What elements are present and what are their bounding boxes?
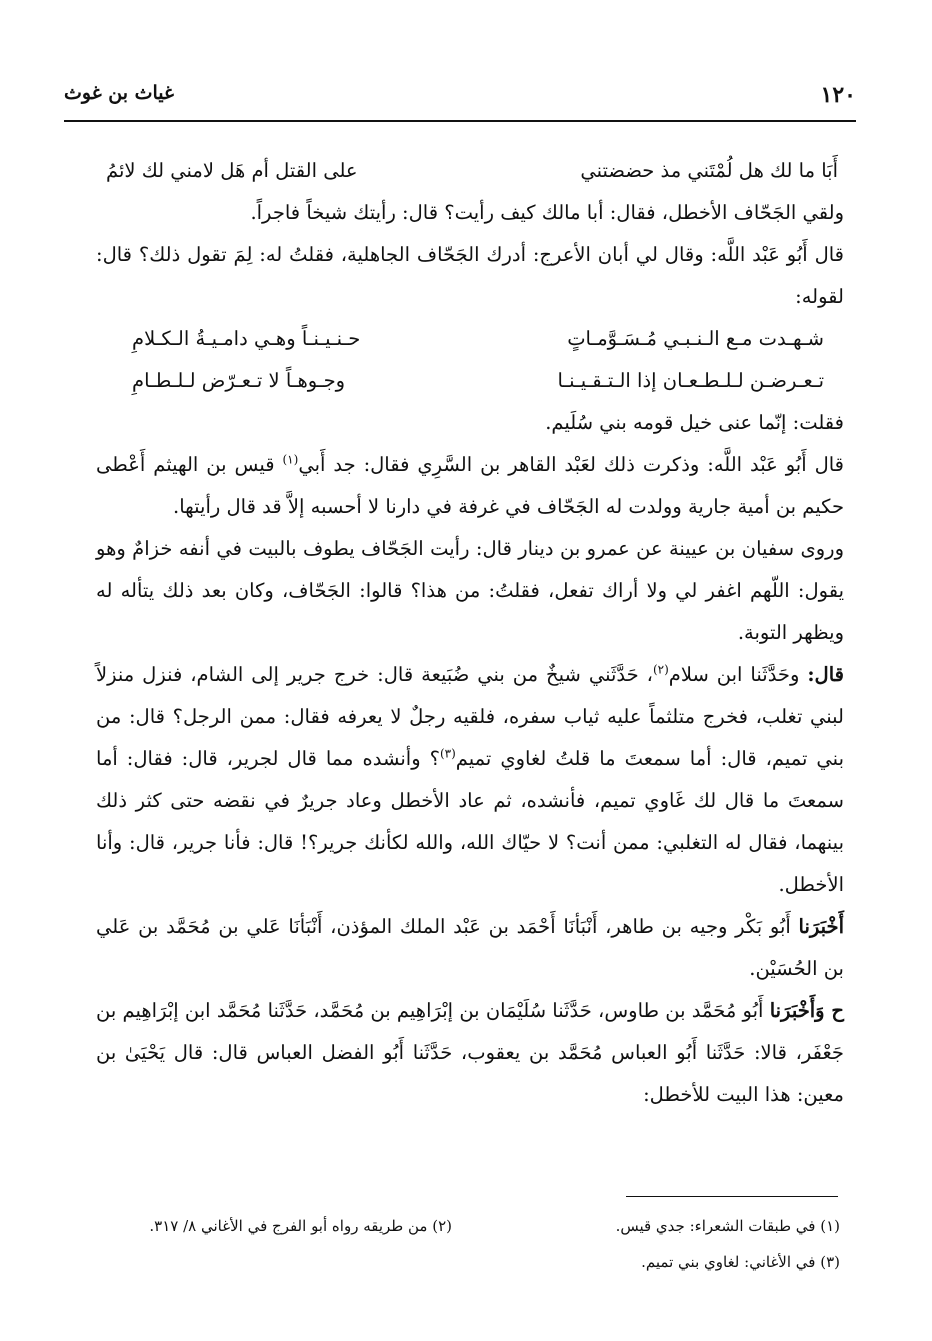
lead-word: أَخْبَرَنا — [798, 915, 844, 938]
paragraph-text: أَبُو بَكْر وجيه بن طاهر، أَنْبَأنَا أَحْمَد بن عَبْد الملك المؤذن، أَنْبَأنَا عَلي بن مُحَمَّد بن عَلي بن الحُسَيْن. — [96, 915, 844, 980]
verse-second-hemistich: على القتل أم هَل لامني لك لائمُ — [106, 159, 358, 182]
footnote-ref: (٣) — [439, 746, 456, 761]
paragraph-text: قال أَبُو عَبْد اللَّه: وذكرت ذلك لعَبْد القاهر بن السَّرِي فقال: جد أَبي — [298, 453, 844, 476]
paragraph — [96, 444, 844, 528]
verse-line — [96, 150, 844, 192]
header-rule — [64, 120, 856, 122]
footnote-row — [110, 1208, 840, 1244]
paragraph-text: قيس بن الهيثم أَعْطى حكيم بن أمية جارية وولدت له الجَحّاف في غرفة في دارنا لا أحسبه إلاَّ قد قال رأيتها. — [96, 453, 844, 518]
verse-first-hemistich: شـهـدت مـع الـنـبـي مُـسَـوَّمـاتٍ — [567, 327, 824, 350]
page-number: ١٢٠ — [820, 82, 856, 108]
paragraph: قال أَبُو عَبْد اللَّه: وقال لي أبان الأعرج: أدرك الجَحّاف الجاهلية، فقلتُ له: لِمَ تقول ذلك؟ قال: لقوله: — [96, 243, 844, 308]
footnote-ref: (٢) — [652, 662, 669, 677]
footnote-ref: (١) — [282, 452, 299, 467]
paragraph: وروى سفيان بن عيينة عن عمرو بن دينار قال: رأيت الجَحّاف يطوف بالبيت في أنفه خزامٌ وهو يقول: اللّهم اغفر لي ولا أراك تفعل، فقلتُ: من هذا؟ قالوا: الجَحّاف، وكان بعد ذلك يتأله له ويظهر التوبة. — [96, 537, 844, 644]
verse-second-hemistich: وجـوهـاً لا تـعـرّض لـلـطـامِ — [132, 369, 346, 392]
paragraph — [96, 654, 844, 906]
footnotes — [110, 1208, 840, 1280]
paragraph: فقلت: إنّما عنى خيل قومه بني سُلَيم. — [545, 411, 844, 434]
lead-word: قال: — [807, 663, 844, 686]
paragraph-text: ، حَدَّثَني شيخٌ من بني ضُبَيعة قال: خرج جرير إلى الشام، فنزل منزلاً لبني تغلب، فخرج متلثماً عليه ثياب سفره، فلقيه رجلٌ لا يعرفه فقال: ممن الرجل؟ قال: من بني تميم، قال: أما سمعتَ ما قلتُ لغاوي تميم — [96, 663, 844, 770]
footnote-2: (٢) من طريقه رواه أبو الفرج في الأغاني ٨/ ٣١٧. — [149, 1217, 452, 1235]
footnote-row — [110, 1244, 840, 1280]
paragraph: ولقي الجَحّاف الأخطل، فقال: أبا مالك كيف رأيت؟ قال: رأيتك شيخاً فاجراً. — [250, 201, 844, 224]
verse-line — [96, 318, 844, 360]
running-title: غياث بن غوث — [64, 82, 174, 104]
paragraph — [96, 906, 844, 990]
verse-first-hemistich: تـعـرضـن لـلـطـعـان إذا الـتـقـيـنـا — [557, 369, 824, 392]
paragraph-text: ؟ وأنشده مما قال لجرير، قال: فقال: أما سمعتَ ما قال لك غَاوي تميم، فأنشده، ثم عاد الأخطل وعاد جريرٌ في نقضه حتى كثر ذلك بينهما، فقال له التغلبي: ممن أنت؟ لا حيّاك الله، والله لكأنك جرير؟! قال: فأنا جرير، قال: وأنا الأخطل. — [96, 747, 844, 896]
footnote-1: (١) في طبقات الشعراء: جدي قيس. — [615, 1217, 840, 1235]
verse-second-hemistich: حـنـيـنـاً وهـي دامـيـةُ الـكـلامِ — [132, 327, 361, 350]
paragraph-text: أَبُو مُحَمَّد بن طاوس، حَدَّثَنا سُلَيْمَان بن إبْرَاهِيم بن مُحَمَّد، حَدَّثَنا مُحَمَّد ابن إبْرَاهِيم بن جَعْفَر، قالا: حَدَّثَنا أَبُو العباس مُحَمَّد بن يعقوب، حَدَّثَنا أَبُو الفضل العباس قال: قال يَحْيَىٰ بن معين: هذا البيت للأخطل: — [96, 999, 844, 1106]
paragraph — [96, 990, 844, 1116]
footnote-3: (٣) في الأغاني: لغاوي بني تميم. — [641, 1253, 840, 1271]
paragraph-text: وحَدَّثَنا ابن سلام — [668, 663, 808, 686]
lead-word: ح وَأَخْبَرَنا — [769, 999, 844, 1022]
page-header — [64, 82, 856, 118]
verse-first-hemistich: أَبَا ما لك هل لُمْتَني مذ حضضتني — [580, 159, 838, 182]
verse-line — [96, 360, 844, 402]
footnote-rule — [626, 1196, 838, 1197]
main-text — [96, 150, 844, 1116]
